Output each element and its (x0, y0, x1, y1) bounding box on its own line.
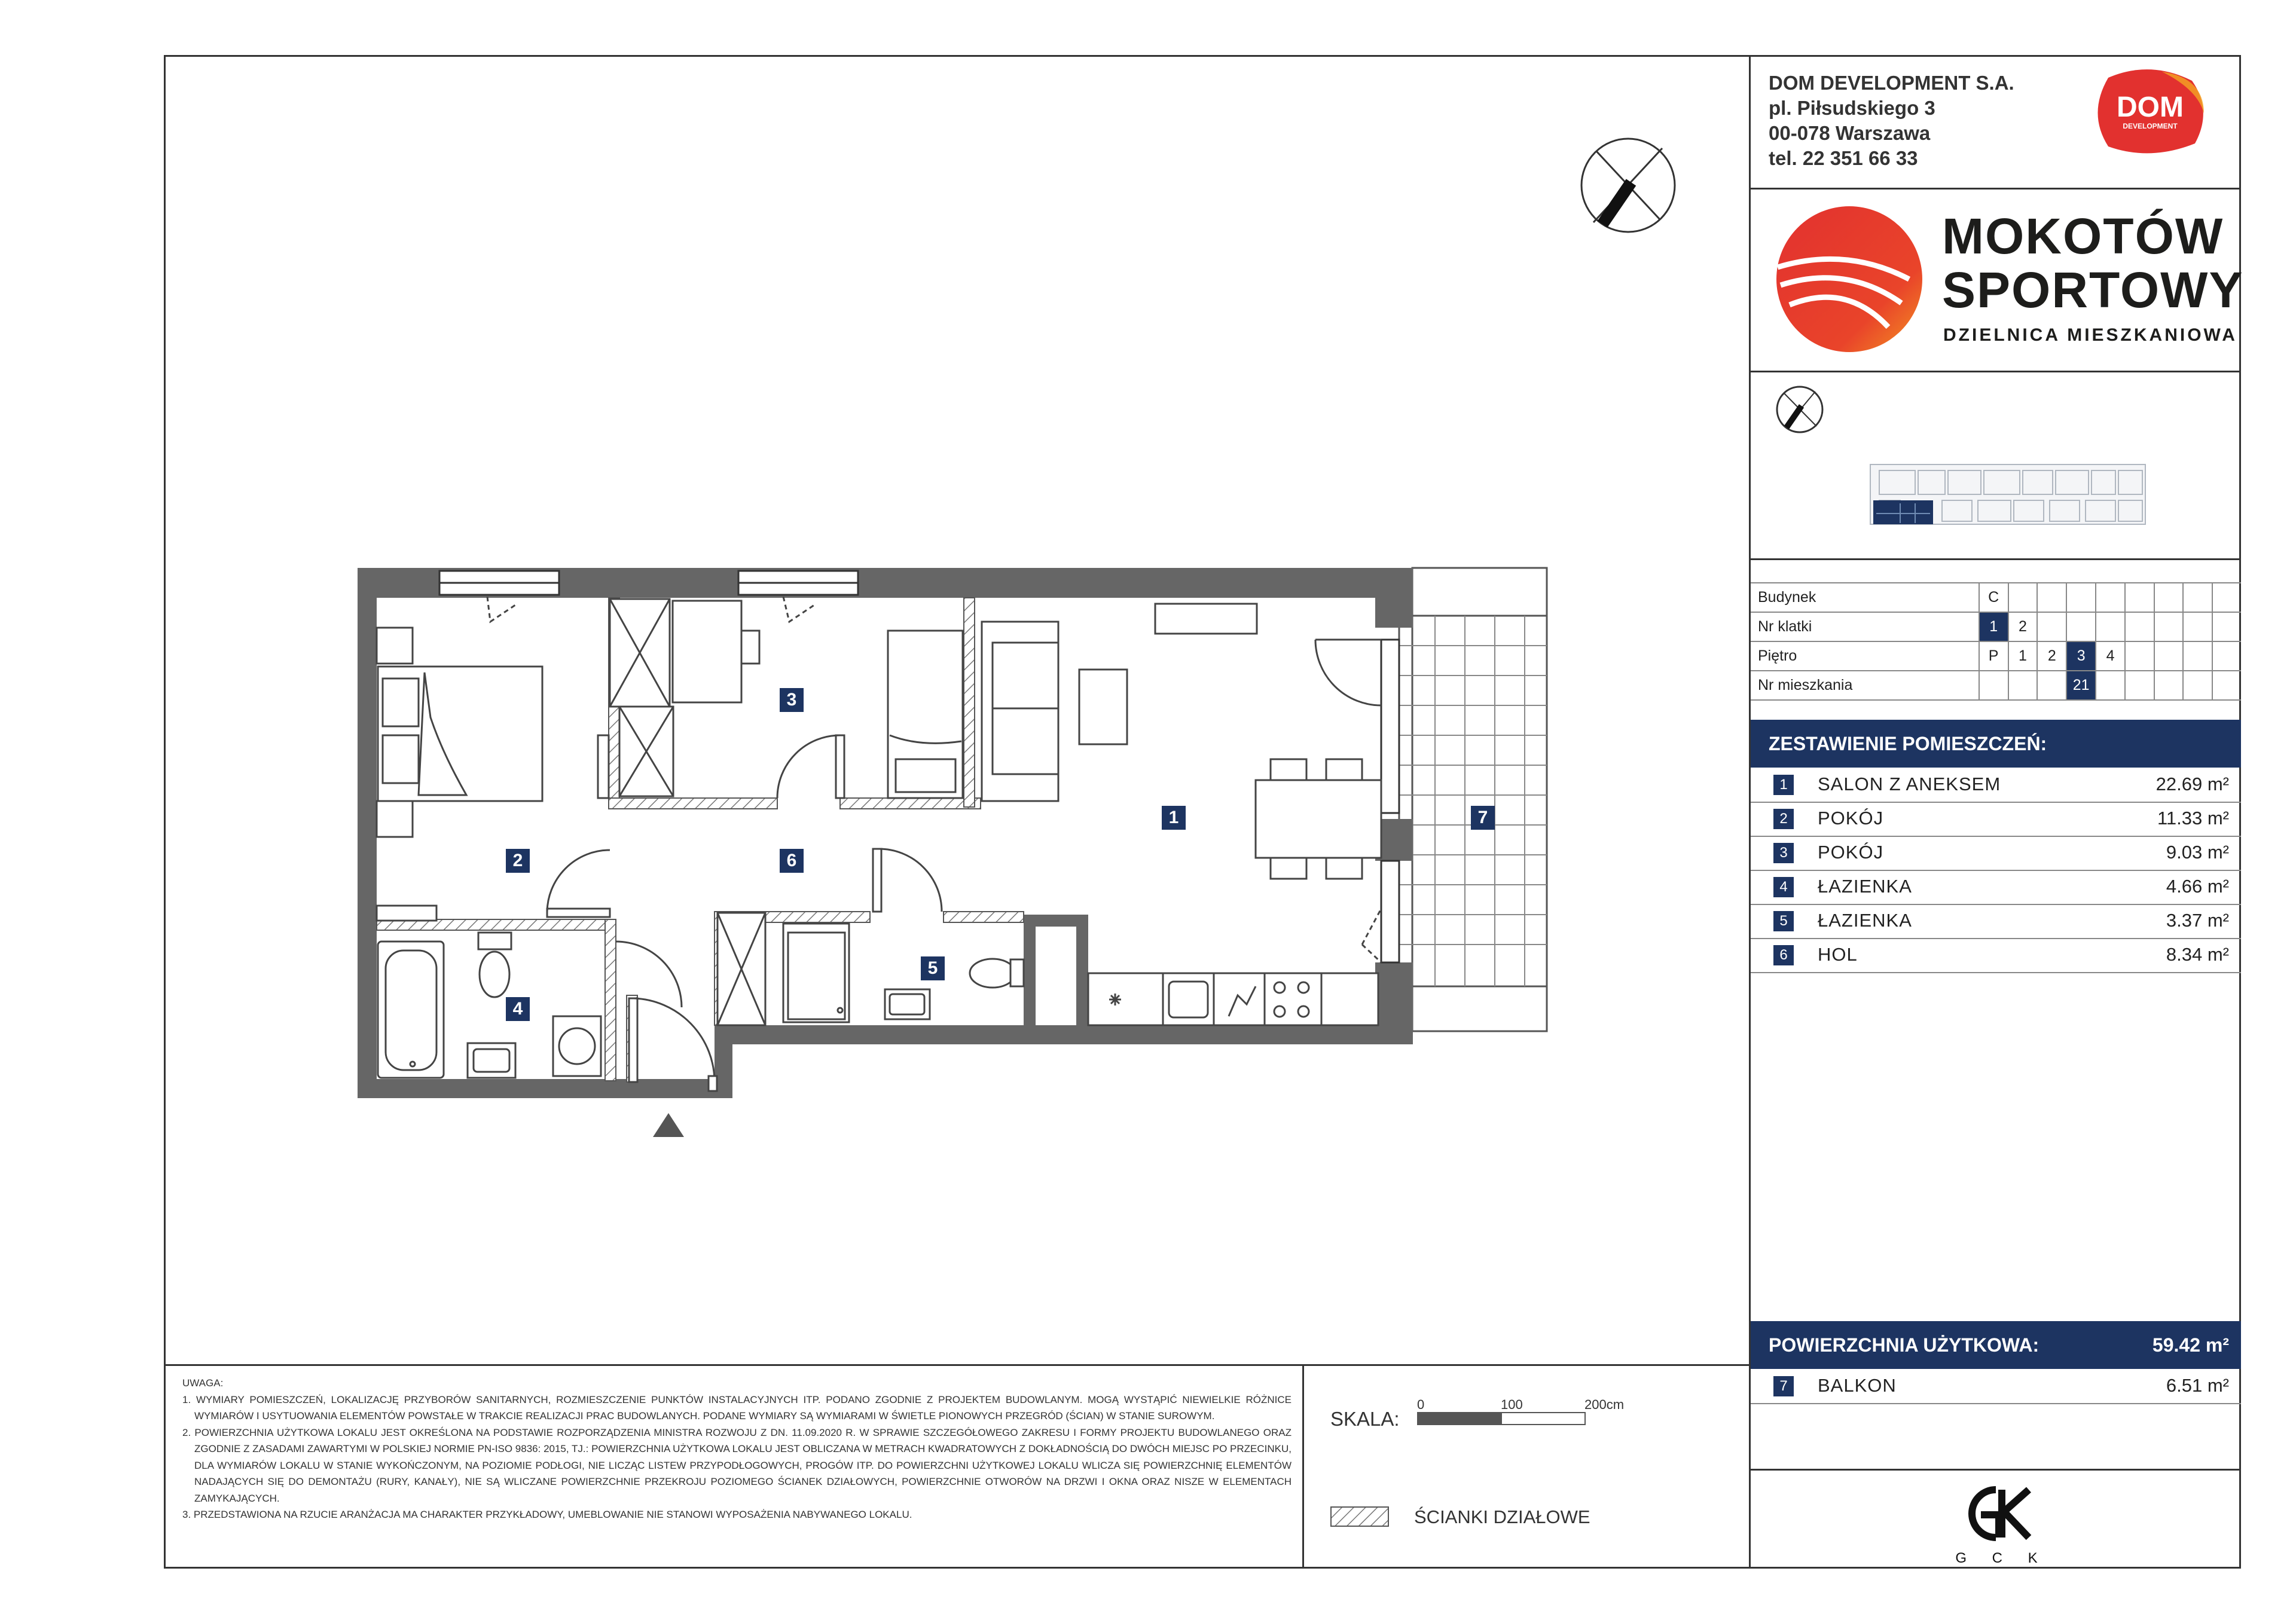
room-row (1751, 802, 2241, 837)
room-name: POKÓJ (1818, 808, 1884, 829)
floor-value-3: 3 (2066, 641, 2096, 671)
bathroom-5-fixtures (783, 924, 1024, 1022)
info-panel (1749, 55, 2244, 1569)
balcony (1399, 568, 1547, 1031)
usable-area-bar (1751, 1321, 2241, 1369)
project-subtitle: DZIELNICA MIESZKANIOWA (1943, 325, 2237, 345)
notes-title: UWAGA: (182, 1377, 224, 1389)
usable-area-label: POWIERZCHNIA UŻYTKOWA: (1769, 1334, 2039, 1356)
room-row (1751, 938, 2241, 973)
bathroom-4-fixtures (378, 933, 601, 1078)
scale-bar (1417, 1412, 1590, 1426)
table-row (1751, 641, 2241, 671)
building-value: C (1979, 583, 2008, 612)
room-name: SALON Z ANEKSEM (1818, 774, 2001, 794)
balcony-name: BALKON (1818, 1375, 1897, 1396)
room-row (1751, 768, 2241, 803)
balcony-area: 6.51 m² (2166, 1375, 2229, 1396)
room-area: 11.33 m² (2157, 808, 2229, 829)
entrance-marker-icon (653, 1113, 684, 1137)
gck-logo (1948, 1478, 2056, 1567)
room-area: 9.03 m² (2166, 842, 2229, 863)
building-label: Budynek (1751, 583, 1979, 612)
room-num: 5 (1773, 911, 1794, 931)
scale-tick-0: 0 (1417, 1397, 1425, 1412)
room-row (1751, 870, 2241, 905)
scale-label: SKALA: (1330, 1408, 1400, 1430)
plan-label-5: 5 (921, 956, 945, 980)
legend-label: ŚCIANKI DZIAŁOWE (1414, 1506, 1590, 1527)
floor-label: Piętro (1751, 641, 1979, 671)
divider (1751, 1469, 2241, 1471)
plan-label-3: 3 (780, 688, 804, 712)
plan-label-2: 2 (506, 849, 530, 873)
plan-label-1: 1 (1162, 806, 1186, 830)
footer-vdivider (1302, 1364, 1304, 1569)
rooms-header: ZESTAWIENIE POMIESZCZEŃ: (1751, 720, 2241, 768)
floor-value-4: 4 (2096, 641, 2125, 671)
logo-text-development: DEVELOPMENT (2123, 122, 2178, 130)
kitchen-counter (1088, 973, 1378, 1025)
plan-label-7: 7 (1471, 806, 1495, 830)
note-2: 2. POWIERZCHNIA UŻYTKOWA LOKALU JEST OKREŚLONA NA PODSTAWIE ROZPORZĄDZENIA MINISTRA ROZWOJU Z DN. 11.09.2020 R. W SPRAWIE SZCZEGÓŁOWEGO ZAKRESU I FORMY PROJEKTU BUDOWLANEGO ORAZ ZGODNIE Z ZASADAMI ZAWARTYMI W POLSKIEJ NORMIE PN-ISO 9836: 2015, TJ.: POWIERZCHNIA UŻYTKOWA LOKALU JEST OBLICZANA W METRACH KWADRATOWYCH Z DOKŁADNOŚCIĄ DO DWÓCH MIEJSC PO PRZECINKU, DLA WYMIARÓW LOKALU W STANIE WYKOŃCZONYM, NA POZIOMIE PODŁOGI, NIE LICZĄC LISTEW PRZYPODŁOGOWYCH, PROGÓW ITP. DO POWIERZCHNI UŻYTKOWEJ LOKALU WLICZA SIĘ POWIERZCHNIĘ ELEMENTÓW NADAJĄCYCH SIĘ DO DEMONTAŻU (RURY, KANAŁY), NIE SĄ WLICZANE POWIERZCHNIE PRZEKROJU POZIOMEGO ŚCIANEK DZIAŁOWYCH, POWIERZCHNIE OTWORÓW NA DRZWI I OKNA ORAZ NISZE W ELEMENTACH ZAMYKAJĄCYCH. (182, 1426, 1292, 1504)
scale-tick-200: 200cm (1584, 1397, 1625, 1412)
project-title-line-2: SPORTOWY (1942, 262, 2244, 318)
key-plan-compass-icon (1777, 387, 1822, 432)
gck-letters: G C K (1955, 1550, 2048, 1566)
company-phone: tel. 22 351 66 33 (1769, 147, 1918, 169)
furniture-living-room (982, 604, 1381, 879)
scale-tick-100: 100 (1501, 1397, 1523, 1412)
divider (1751, 371, 2241, 372)
notes (182, 1375, 1292, 1523)
room-name: ŁAZIENKA (1818, 876, 1912, 897)
room-area: 3.37 m² (2166, 910, 2229, 931)
room-name: POKÓJ (1818, 842, 1884, 863)
company-address-1: pl. Piłsudskiego 3 (1769, 97, 1935, 119)
stair-value-1: 1 (1979, 612, 2008, 641)
apartment-info-table (1751, 582, 2241, 701)
plan-label-6: 6 (780, 849, 804, 873)
mokotow-sportowy-logo (1775, 204, 1924, 354)
floor-value-p: P (1979, 641, 2008, 671)
legend-swatch (1330, 1506, 1390, 1528)
key-plan (1763, 381, 2235, 572)
room-row (1751, 904, 2241, 939)
table-row (1751, 612, 2241, 641)
room-num: 6 (1773, 945, 1794, 965)
divider (1751, 558, 2241, 560)
stair-label: Nr klatki (1751, 612, 1979, 641)
divider (1751, 188, 2241, 189)
room-area: 22.69 m² (2155, 774, 2229, 794)
stair-value-2: 2 (2008, 612, 2038, 641)
footer-divider (164, 1364, 1749, 1366)
floor-value-2: 2 (2037, 641, 2066, 671)
dom-development-logo (2090, 66, 2210, 155)
note-1: 1. WYMIARY POMIESZCZEŃ, LOKALIZACJĘ PRZYBORÓW SANITARNYCH, ROZMIESZCZENIE PUNKTÓW INSTALACYJNYCH ITP. PODANO ZGODNIE Z PROJEKTEM BUDOWLANYM. MOGĄ WYSTĄPIĆ NIEWIELKIE RÓŻNICE WYMIARÓW I USYTUOWANIA ELEMENTÓW POWSTAŁE W TRAKCIE REALIZACJI PRAC BUDOWLANYCH. PODANE WYMIARY SĄ WYMIARAMI W ŚWIETLE PIONOWYCH PRZEGRÓD (ŚCIAN) W STANIE SUROWYM. (182, 1393, 1292, 1422)
apartment-label: Nr mieszkania (1751, 671, 1979, 700)
usable-area-value: 59.42 m² (2152, 1334, 2229, 1356)
room-num: 4 (1773, 877, 1794, 897)
floor-value-1: 1 (2008, 641, 2038, 671)
company-name: DOM DEVELOPMENT S.A. (1769, 72, 2014, 94)
project-title-line-1: MOKOTÓW (1942, 208, 2224, 264)
room-name: HOL (1818, 944, 1858, 965)
table-row (1751, 671, 2241, 700)
room-num: 1 (1773, 775, 1794, 795)
room-row (1751, 836, 2241, 871)
room-area: 4.66 m² (2166, 876, 2229, 897)
plan-label-4: 4 (506, 997, 530, 1021)
company-address-2: 00-078 Warszawa (1769, 122, 1931, 144)
compass-icon (1581, 139, 1675, 232)
balcony-num: 7 (1773, 1376, 1794, 1396)
balcony-row (1751, 1369, 2241, 1404)
logo-text-dom: DOM (2117, 91, 2184, 123)
company-info (1769, 71, 2014, 171)
room-area: 8.34 m² (2166, 944, 2229, 965)
room-num: 3 (1773, 843, 1794, 863)
project-title (1942, 209, 2244, 317)
furniture-room-2 (377, 628, 542, 921)
apartment-value: 21 (2066, 671, 2096, 700)
note-3: 3. PRZEDSTAWIONA NA RZUCIE ARANŻACJA MA CHARAKTER PRZYKŁADOWY, UMEBLOWANIE NIE STANOWI WYPOSAŻENIA NABYWANEGO LOKALU. (182, 1509, 912, 1520)
table-row (1751, 583, 2241, 612)
room-num: 2 (1773, 809, 1794, 829)
room-name: ŁAZIENKA (1818, 910, 1912, 931)
